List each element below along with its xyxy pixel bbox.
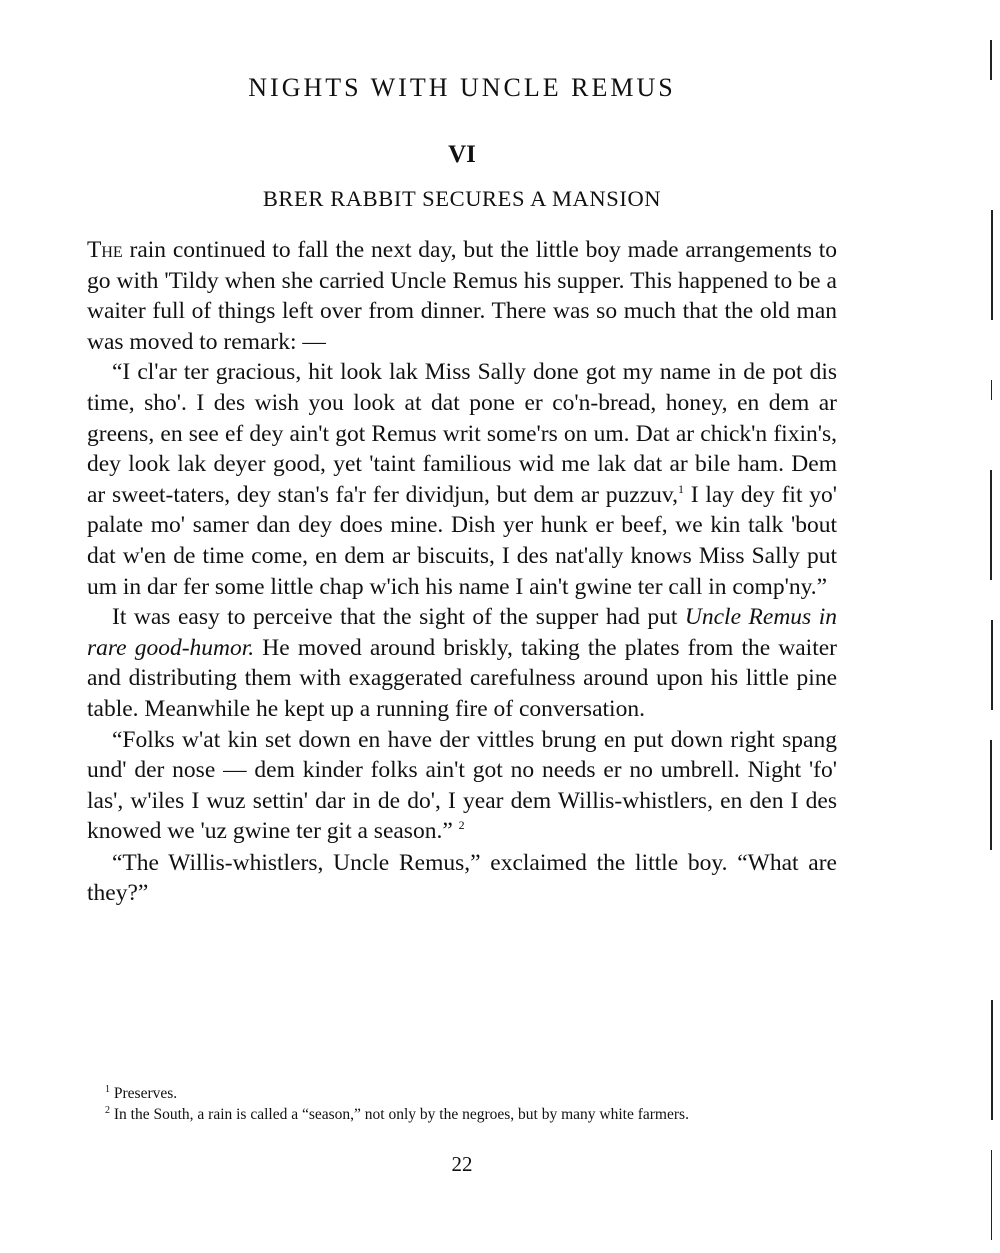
footnotes xyxy=(87,1083,837,1125)
paragraph-text: “I cl'ar ter gracious, hit look lak Miss Sally done got my name in de pot dis time, sho'. I des wish you look at dat pone er co'n-bread, honey, en dem ar greens, en see ef dey ain't got Remus writ some'rs on um. Dat ar chick'n fixin's, dey look lak deyer good, yet 'taint familious wid me lak dat ar bile ham. Dem ar sweet-taters, dey stan's fa'r fer dividjun, but dem ar puzzuv, xyxy=(87,359,837,508)
paragraph-text: “The Willis-whistlers, Uncle Remus,” exclaimed the little boy. “What are they?” xyxy=(87,849,837,907)
italic-phrase: Uncle Remus in rare good-humor. xyxy=(87,604,837,661)
chapter-title: BRER RABBIT SECURES A MANSION xyxy=(262,186,662,211)
paragraph-lead-in: The xyxy=(87,237,123,263)
footnote-reference-2: 2 xyxy=(458,818,465,833)
paragraph-1 xyxy=(87,235,837,357)
footnote-2 xyxy=(87,1104,837,1125)
paragraph-text: It was easy to perceive that the sight of the supper had put xyxy=(112,604,685,631)
page-number: 22 xyxy=(451,1152,473,1176)
paragraph-text-continued: I lay dey fit yo' palate mo' samer dan dey does mine. Dish yer hunk er beef, we kin talk 'bout dat w'en de time come, en dem ar biscuits, I des nat'ally knows Miss Sally put um in dar fer some little chap w'ich his name I ain't gwine ter call in comp'ny.” xyxy=(87,481,837,600)
paragraph-4 xyxy=(87,725,837,847)
paragraph-text-continued: He moved around briskly, taking the plates from the waiter and distributing them with exaggerated carefulness around upon his little pine table. Meanwhile he kept up a running fire of conversation. xyxy=(87,634,837,722)
paragraph-text: rain continued to fall the next day, but the little boy made arrangements to go with 'Tildy when she carried Uncle Remus his supper. This happened to be a waiter full of things left over from dinner. There was so much that the old man was moved to remark: — xyxy=(87,237,837,355)
paragraph-3 xyxy=(87,602,837,724)
paragraph-text: “Folks w'at kin set down en have der vittles brung en put down right spang und' der nose — dem kinder folks ain't got no needs er no umbrell. Night 'fo' las', w'iles I wuz settin' dar in de do', I year dem Willis-whistlers, en den I des knowed we 'uz gwine ter git a season.” xyxy=(87,726,837,845)
scan-edge-marks xyxy=(986,0,1000,1253)
chapter-number: VI xyxy=(448,141,476,168)
footnote-reference-1: 1 xyxy=(677,481,684,496)
running-head: NIGHTS WITH UNCLE REMUS xyxy=(248,73,676,102)
paragraph-2 xyxy=(87,357,837,602)
footnote-marker: 1 xyxy=(105,1084,110,1095)
footnote-1 xyxy=(87,1083,837,1104)
footnote-text: Preserves. xyxy=(113,1085,178,1102)
footnote-text: In the South, a rain is called a “season,” not only by the negroes, but by many white farmers. xyxy=(113,1106,689,1123)
body-text xyxy=(87,235,837,909)
footnote-marker: 2 xyxy=(105,1105,110,1116)
paragraph-5 xyxy=(87,848,837,909)
book-page xyxy=(87,0,837,1253)
